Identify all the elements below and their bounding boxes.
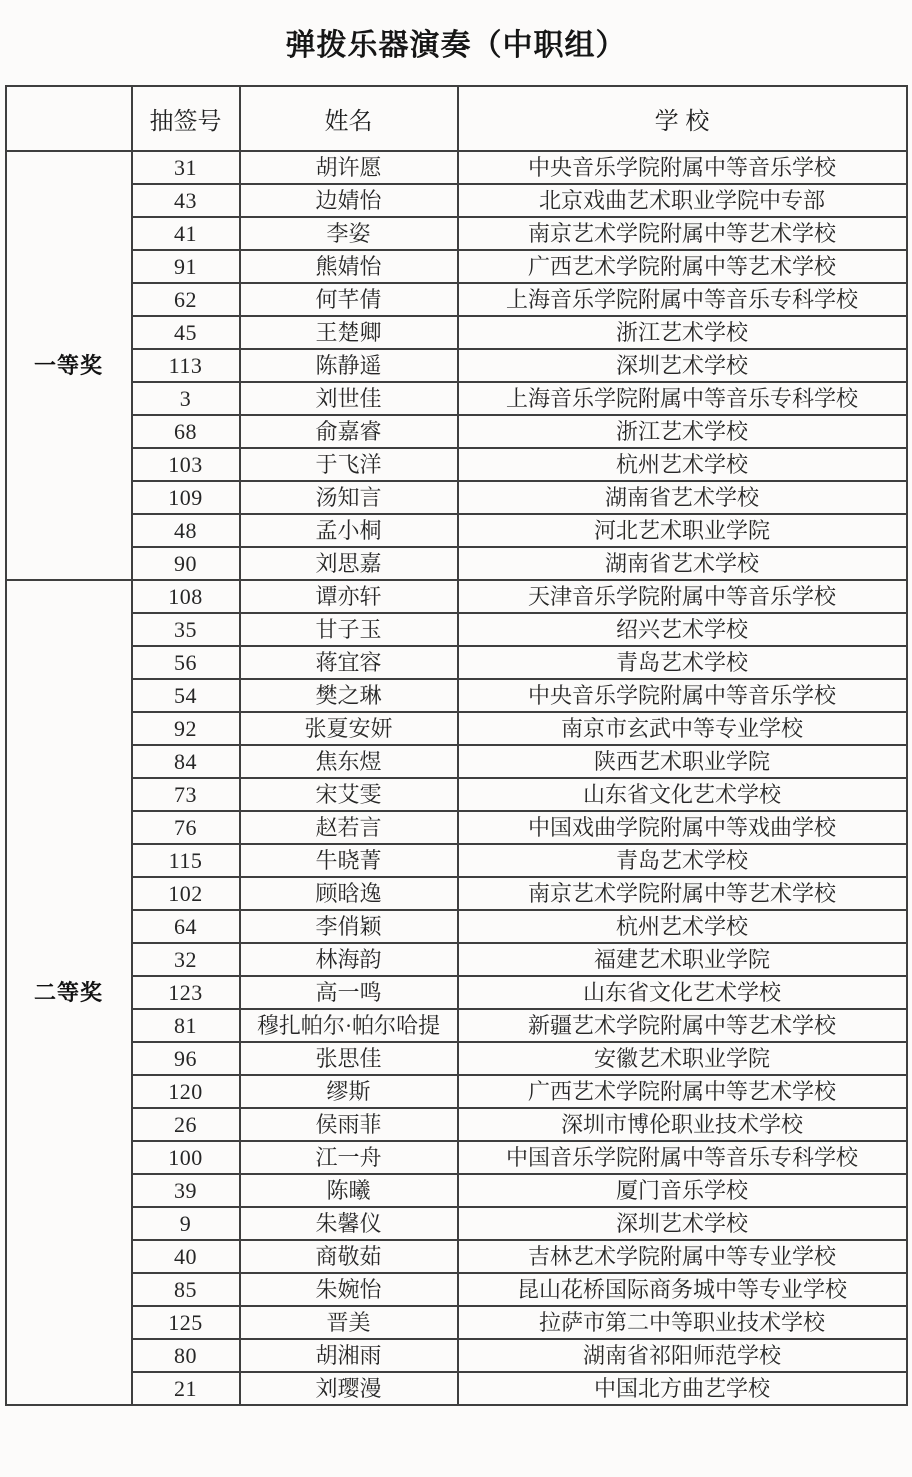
cell-name: 张思佳: [240, 1042, 458, 1075]
cell-school: 中央音乐学院附属中等音乐学校: [458, 151, 907, 184]
cell-school: 湖南省艺术学校: [458, 481, 907, 514]
header-school: 学 校: [458, 86, 907, 151]
table-row: [6, 1372, 907, 1405]
table-row: [6, 547, 907, 580]
cell-name: 穆扎帕尔·帕尔哈提: [240, 1009, 458, 1042]
cell-school: 山东省文化艺术学校: [458, 976, 907, 1009]
table-row: [6, 580, 907, 613]
table-row: [6, 1273, 907, 1306]
table-row: [6, 943, 907, 976]
cell-name: 焦东煜: [240, 745, 458, 778]
table-row: [6, 811, 907, 844]
cell-name: 俞嘉睿: [240, 415, 458, 448]
cell-draw-number: 91: [132, 250, 240, 283]
cell-draw-number: 39: [132, 1174, 240, 1207]
cell-school: 广西艺术学院附属中等艺术学校: [458, 250, 907, 283]
cell-draw-number: 26: [132, 1108, 240, 1141]
table-row: [6, 844, 907, 877]
cell-draw-number: 90: [132, 547, 240, 580]
cell-school: 湖南省艺术学校: [458, 547, 907, 580]
cell-name: 李俏颖: [240, 910, 458, 943]
results-table: [5, 85, 908, 1406]
cell-name: 王楚卿: [240, 316, 458, 349]
table-row: [6, 283, 907, 316]
cell-draw-number: 115: [132, 844, 240, 877]
cell-school: 福建艺术职业学院: [458, 943, 907, 976]
cell-draw-number: 31: [132, 151, 240, 184]
award-list-page: [0, 20, 912, 1477]
cell-school: 湖南省祁阳师范学校: [458, 1339, 907, 1372]
cell-name: 商敬茹: [240, 1240, 458, 1273]
header-award: [6, 86, 132, 151]
header-draw-number: 抽签号: [132, 86, 240, 151]
cell-draw-number: 54: [132, 679, 240, 712]
cell-school: 深圳艺术学校: [458, 1207, 907, 1240]
cell-name: 张夏安妍: [240, 712, 458, 745]
cell-name: 陈曦: [240, 1174, 458, 1207]
table-row: [6, 976, 907, 1009]
table-row: [6, 877, 907, 910]
cell-draw-number: 68: [132, 415, 240, 448]
cell-school: 天津音乐学院附属中等音乐学校: [458, 580, 907, 613]
cell-draw-number: 76: [132, 811, 240, 844]
cell-school: 中国音乐学院附属中等音乐专科学校: [458, 1141, 907, 1174]
cell-school: 上海音乐学院附属中等音乐专科学校: [458, 283, 907, 316]
cell-name: 孟小桐: [240, 514, 458, 547]
table-row: [6, 1207, 907, 1240]
cell-draw-number: 123: [132, 976, 240, 1009]
cell-name: 刘璎漫: [240, 1372, 458, 1405]
cell-school: 拉萨市第二中等职业技术学校: [458, 1306, 907, 1339]
table-row: [6, 1075, 907, 1108]
cell-school: 南京市玄武中等专业学校: [458, 712, 907, 745]
cell-draw-number: 9: [132, 1207, 240, 1240]
cell-draw-number: 113: [132, 349, 240, 382]
table-row: [6, 349, 907, 382]
cell-name: 胡许愿: [240, 151, 458, 184]
cell-name: 甘子玉: [240, 613, 458, 646]
table-row: [6, 1339, 907, 1372]
cell-school: 南京艺术学院附属中等艺术学校: [458, 877, 907, 910]
cell-draw-number: 120: [132, 1075, 240, 1108]
cell-draw-number: 56: [132, 646, 240, 679]
table-row: [6, 910, 907, 943]
cell-school: 吉林艺术学院附属中等专业学校: [458, 1240, 907, 1273]
cell-name: 何芊倩: [240, 283, 458, 316]
cell-name: 高一鸣: [240, 976, 458, 1009]
cell-draw-number: 108: [132, 580, 240, 613]
cell-name: 蒋宜容: [240, 646, 458, 679]
cell-name: 朱馨仪: [240, 1207, 458, 1240]
table-body: [6, 151, 907, 1405]
cell-school: 河北艺术职业学院: [458, 514, 907, 547]
cell-draw-number: 73: [132, 778, 240, 811]
table-row: [6, 1009, 907, 1042]
cell-school: 浙江艺术学校: [458, 415, 907, 448]
cell-school: 新疆艺术学院附属中等艺术学校: [458, 1009, 907, 1042]
cell-draw-number: 21: [132, 1372, 240, 1405]
cell-school: 上海音乐学院附属中等音乐专科学校: [458, 382, 907, 415]
table-row: [6, 316, 907, 349]
cell-school: 山东省文化艺术学校: [458, 778, 907, 811]
cell-draw-number: 85: [132, 1273, 240, 1306]
cell-name: 朱婉怡: [240, 1273, 458, 1306]
cell-draw-number: 62: [132, 283, 240, 316]
cell-draw-number: 40: [132, 1240, 240, 1273]
cell-draw-number: 125: [132, 1306, 240, 1339]
cell-name: 陈静遥: [240, 349, 458, 382]
table-row: [6, 217, 907, 250]
table-row: [6, 1174, 907, 1207]
cell-name: 顾晗逸: [240, 877, 458, 910]
cell-draw-number: 41: [132, 217, 240, 250]
cell-draw-number: 81: [132, 1009, 240, 1042]
award-group-label: 二等奖: [6, 580, 132, 1405]
cell-draw-number: 100: [132, 1141, 240, 1174]
table-row: [6, 481, 907, 514]
cell-name: 缪斯: [240, 1075, 458, 1108]
cell-draw-number: 32: [132, 943, 240, 976]
table-row: [6, 415, 907, 448]
table-row: [6, 745, 907, 778]
cell-school: 深圳艺术学校: [458, 349, 907, 382]
header-row: [6, 86, 907, 151]
table-row: [6, 1141, 907, 1174]
cell-school: 浙江艺术学校: [458, 316, 907, 349]
cell-name: 牛晓菁: [240, 844, 458, 877]
cell-draw-number: 92: [132, 712, 240, 745]
table-row: [6, 778, 907, 811]
table-row: [6, 1240, 907, 1273]
table-row: [6, 382, 907, 415]
award-group-label: 一等奖: [6, 151, 132, 580]
cell-name: 晋美: [240, 1306, 458, 1339]
cell-school: 南京艺术学院附属中等艺术学校: [458, 217, 907, 250]
cell-school: 青岛艺术学校: [458, 844, 907, 877]
table-row: [6, 184, 907, 217]
cell-school: 北京戏曲艺术职业学院中专部: [458, 184, 907, 217]
cell-school: 青岛艺术学校: [458, 646, 907, 679]
cell-name: 胡湘雨: [240, 1339, 458, 1372]
cell-school: 昆山花桥国际商务城中等专业学校: [458, 1273, 907, 1306]
cell-name: 刘世佳: [240, 382, 458, 415]
header-name: 姓名: [240, 86, 458, 151]
cell-school: 陕西艺术职业学院: [458, 745, 907, 778]
cell-draw-number: 102: [132, 877, 240, 910]
cell-draw-number: 48: [132, 514, 240, 547]
page-title: 弹拨乐器演奏（中职组）: [285, 29, 627, 62]
cell-name: 李姿: [240, 217, 458, 250]
cell-school: 安徽艺术职业学院: [458, 1042, 907, 1075]
table-row: [6, 679, 907, 712]
cell-draw-number: 80: [132, 1339, 240, 1372]
cell-draw-number: 64: [132, 910, 240, 943]
cell-name: 侯雨菲: [240, 1108, 458, 1141]
cell-name: 江一舟: [240, 1141, 458, 1174]
cell-draw-number: 84: [132, 745, 240, 778]
table-row: [6, 151, 907, 184]
cell-name: 于飞洋: [240, 448, 458, 481]
cell-draw-number: 103: [132, 448, 240, 481]
cell-name: 赵若言: [240, 811, 458, 844]
cell-school: 杭州艺术学校: [458, 910, 907, 943]
cell-name: 边婧怡: [240, 184, 458, 217]
cell-draw-number: 3: [132, 382, 240, 415]
cell-name: 汤知言: [240, 481, 458, 514]
cell-draw-number: 35: [132, 613, 240, 646]
table-row: [6, 514, 907, 547]
cell-name: 熊婧怡: [240, 250, 458, 283]
cell-draw-number: 43: [132, 184, 240, 217]
cell-school: 厦门音乐学校: [458, 1174, 907, 1207]
table-row: [6, 613, 907, 646]
cell-draw-number: 45: [132, 316, 240, 349]
cell-name: 林海韵: [240, 943, 458, 976]
cell-school: 中央音乐学院附属中等音乐学校: [458, 679, 907, 712]
table-row: [6, 448, 907, 481]
cell-name: 樊之琳: [240, 679, 458, 712]
cell-school: 中国戏曲学院附属中等戏曲学校: [458, 811, 907, 844]
table-row: [6, 646, 907, 679]
cell-name: 刘思嘉: [240, 547, 458, 580]
table-row: [6, 250, 907, 283]
table-row: [6, 1042, 907, 1075]
cell-school: 中国北方曲艺学校: [458, 1372, 907, 1405]
table-row: [6, 712, 907, 745]
cell-name: 谭亦轩: [240, 580, 458, 613]
cell-school: 广西艺术学院附属中等艺术学校: [458, 1075, 907, 1108]
cell-draw-number: 109: [132, 481, 240, 514]
cell-school: 绍兴艺术学校: [458, 613, 907, 646]
table-row: [6, 1108, 907, 1141]
cell-school: 深圳市博伦职业技术学校: [458, 1108, 907, 1141]
cell-school: 杭州艺术学校: [458, 448, 907, 481]
table-row: [6, 1306, 907, 1339]
cell-draw-number: 96: [132, 1042, 240, 1075]
cell-name: 宋艾雯: [240, 778, 458, 811]
